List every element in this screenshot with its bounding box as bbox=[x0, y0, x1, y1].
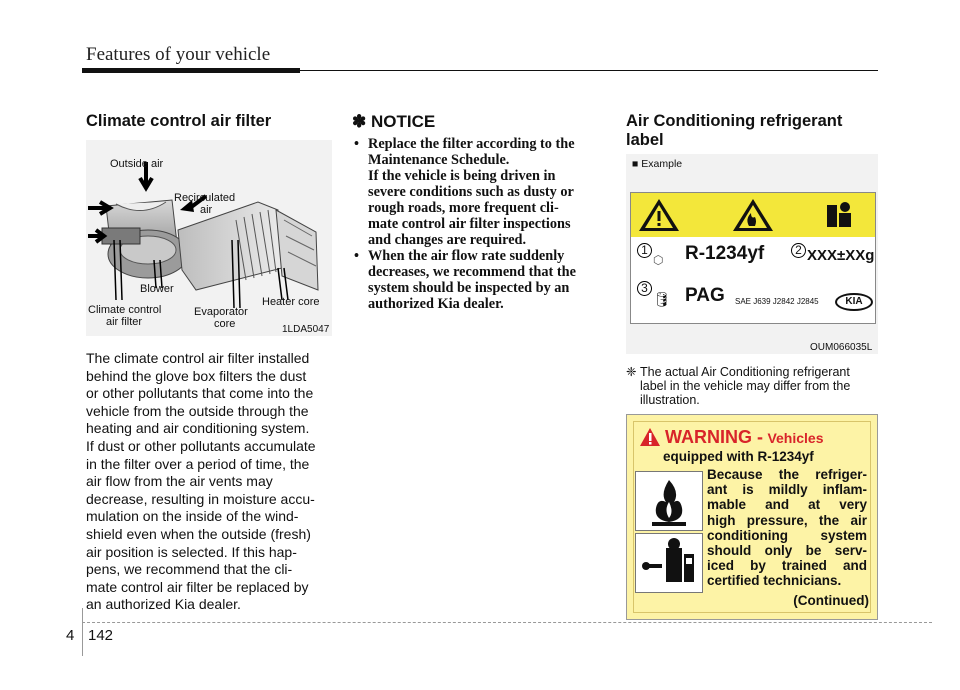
notice-line: system should be inspected by an bbox=[368, 280, 570, 296]
warning-title bbox=[665, 427, 824, 448]
label-note bbox=[626, 366, 878, 407]
notice-line: Maintenance Schedule. bbox=[368, 152, 510, 168]
notice-heading bbox=[352, 112, 435, 132]
paragraph-line: shield even when the outside (fresh) bbox=[86, 525, 311, 542]
paragraph-line: decrease, resulting in moisture accu- bbox=[86, 490, 315, 507]
paragraph-line: heating and air conditioning system. bbox=[86, 420, 310, 437]
notice-line: severe conditions such as dusty or bbox=[368, 184, 574, 200]
filter-figure bbox=[86, 140, 332, 336]
label-heater-core: Heater core bbox=[262, 296, 320, 308]
note-line: The actual Air Conditioning refrigerant bbox=[640, 365, 850, 379]
example-label: Example bbox=[641, 158, 683, 170]
paragraph-line: behind the glove box filters the dust bbox=[86, 367, 307, 384]
label-recirculated: Recirculated bbox=[174, 192, 236, 204]
warning-line: iced by trained and bbox=[707, 558, 867, 574]
paragraph-line: air position is selected. If this hap- bbox=[86, 543, 297, 560]
flammable-pictogram bbox=[635, 471, 703, 531]
technician-icon bbox=[636, 534, 702, 592]
filter-heading: Climate control air filter bbox=[86, 112, 272, 130]
refrigerant-type: R-1234yf bbox=[685, 243, 765, 264]
filter-paragraph bbox=[86, 350, 333, 614]
notice-line: If the vehicle is being driven in bbox=[368, 168, 556, 184]
refrigerant-heading-line1: Air Conditioning refrigerant bbox=[626, 112, 843, 130]
page-header-title: Features of your vehicle bbox=[86, 44, 271, 65]
label-evaporator-1: Evaporator bbox=[194, 306, 248, 318]
paragraph-line: The climate control air filter installed bbox=[86, 350, 310, 366]
sae-standards: SAE J639 J2842 J2845 bbox=[735, 297, 819, 306]
notice-symbol-icon: ✽ bbox=[352, 112, 367, 131]
label-hazard-icons bbox=[631, 193, 875, 237]
warning-line: certified technicians. bbox=[707, 573, 842, 589]
chapter-number: 4 bbox=[66, 627, 75, 644]
label-figure-code: OUM066035L bbox=[810, 342, 873, 353]
label-filter-1: Climate control bbox=[88, 304, 162, 316]
notice-list bbox=[354, 136, 606, 312]
paragraph-line: an authorized Kia dealer. bbox=[86, 596, 241, 613]
figure-code: 1LDA5047 bbox=[282, 324, 330, 335]
label-outside-air: Outside air bbox=[110, 158, 164, 170]
warning-box bbox=[626, 414, 878, 620]
square-icon: ■ bbox=[632, 158, 639, 170]
label-recirculated-air: air bbox=[200, 204, 213, 216]
notice-line: rough roads, more frequent cli- bbox=[368, 200, 559, 216]
footer-rule bbox=[82, 622, 932, 623]
warning-line: ant is mildly inflam- bbox=[707, 482, 867, 498]
label-yellow-strip bbox=[631, 193, 875, 237]
label-filter-2: air filter bbox=[106, 316, 143, 328]
refrigerant-heading-line2: label bbox=[626, 131, 664, 149]
kia-logo: KIA bbox=[835, 293, 873, 311]
notice-line: decreases, we recommend that the bbox=[368, 264, 576, 280]
header-rule bbox=[300, 70, 878, 71]
paragraph-line: mate control air filter be replaced by bbox=[86, 578, 309, 595]
paragraph-line: pens, we recommend that the cli- bbox=[86, 561, 293, 578]
example-caption bbox=[632, 158, 682, 170]
paragraph-line: vehicle from the outside through the bbox=[86, 402, 309, 419]
molecule-icon: ⬡ bbox=[653, 253, 664, 267]
flame-icon bbox=[636, 472, 702, 530]
note-symbol-icon: ❈ bbox=[626, 365, 637, 379]
notice-line: Replace the filter according to the bbox=[368, 136, 575, 152]
notice-line: and changes are required. bbox=[368, 232, 527, 248]
notice-item bbox=[354, 248, 606, 312]
notice-item bbox=[354, 136, 606, 248]
warning-line: should only be serv- bbox=[707, 543, 867, 559]
footer-divider bbox=[82, 608, 83, 656]
warning-continued: (Continued) bbox=[793, 593, 869, 608]
label-blower: Blower bbox=[140, 283, 174, 295]
paragraph-line: mulation on the inside of the wind- bbox=[86, 508, 299, 525]
label-figure bbox=[626, 154, 878, 354]
circle-number-2: 2 bbox=[791, 243, 806, 258]
notice-line: mate control air filter inspections bbox=[368, 216, 571, 232]
bullet: • bbox=[354, 136, 360, 152]
refrigerant-heading bbox=[626, 112, 842, 150]
warning-title-main: WARNING - bbox=[665, 427, 763, 447]
warning-line: mable and at very bbox=[707, 497, 867, 513]
warning-line: high pressure, the air bbox=[707, 512, 867, 528]
circle-number-3: 3 bbox=[637, 281, 652, 296]
notice-line: authorized Kia dealer. bbox=[368, 296, 504, 312]
warning-subtitle: equipped with R-1234yf bbox=[663, 449, 814, 464]
oil-type: PAG bbox=[685, 285, 725, 306]
bullet: • bbox=[354, 248, 360, 264]
circle-number-1: 1 bbox=[637, 243, 652, 258]
paragraph-line: in the filter over a period of time, the bbox=[86, 455, 310, 472]
header-bar bbox=[82, 68, 300, 73]
notice-line: When the air flow rate suddenly bbox=[368, 248, 565, 264]
oil-can-icon: 🛢 bbox=[653, 291, 671, 307]
refrigerant-label-card bbox=[630, 192, 876, 324]
paragraph-line: air flow from the air vents may bbox=[86, 473, 273, 490]
warning-text bbox=[707, 467, 867, 589]
page-number: 142 bbox=[88, 627, 114, 644]
paragraph-line: or other pollutants that come into the bbox=[86, 385, 314, 402]
technician-pictogram bbox=[635, 533, 703, 593]
note-line: illustration. bbox=[640, 392, 700, 407]
warning-triangle-icon bbox=[639, 427, 661, 447]
warning-line: Because the refriger- bbox=[707, 467, 867, 482]
note-line: label in the vehicle may differ from the bbox=[640, 378, 851, 393]
paragraph-line: If dust or other pollutants accumulate bbox=[86, 437, 316, 454]
warning-line: conditioning system bbox=[707, 527, 867, 543]
warning-title-sub: Vehicles bbox=[767, 430, 824, 446]
refrigerant-amount: XXX±XXg bbox=[807, 247, 875, 264]
label-evaporator-2: core bbox=[214, 318, 236, 330]
notice-title: NOTICE bbox=[370, 112, 436, 131]
